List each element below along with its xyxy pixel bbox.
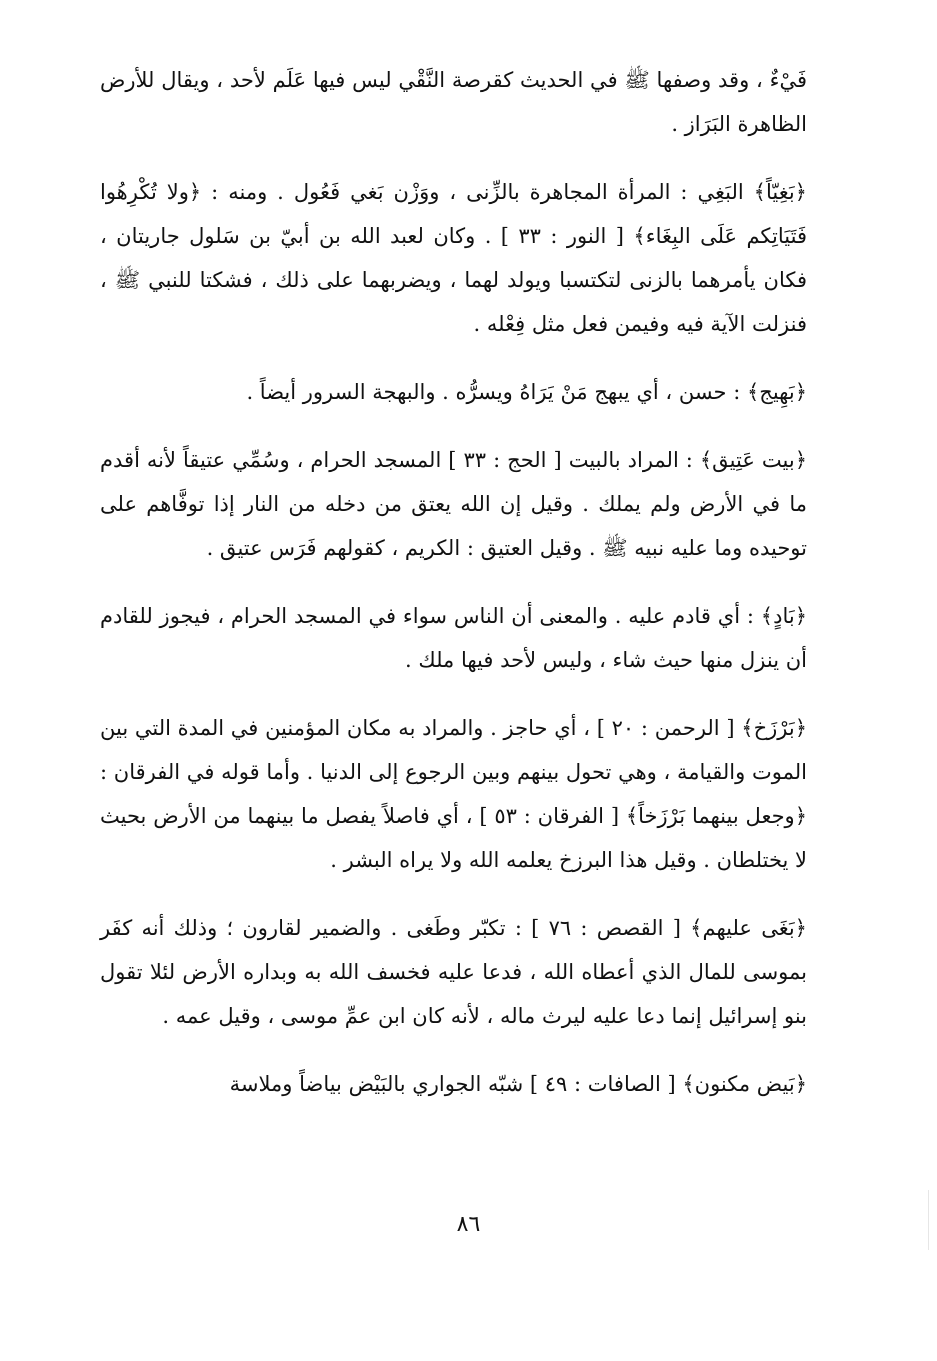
paragraph-text: ﴿بَادٍ﴾ : أي قادم عليه . والمعنى أن الناس سواء في المسجد الحرام ، فيجوز للقادم أن ينزل منها حيث شاء ، وليس لأحد فيها ملك . bbox=[100, 604, 807, 672]
paragraph-text: ﴿بَرْزَخ﴾ [ الرحمن : ٢٠ ] ، أي حاجز . والمراد به مكان المؤمنين في المدة التي بين الموت والقيامة ، وهي تحول بينهم وبين الرجوع إلى الدنيا . وأما قوله في الفرقان : ﴿وجعل بينهما بَرْزَخاً﴾ [ الفرقان : ٥٣ ] ، أي فاصلاً يفصل ما بينهما من الأرض بحيث لا يختلطان . وقيل هذا البرزخ يعلمه الله ولا يراه البشر . bbox=[100, 716, 808, 872]
paragraph-bad bbox=[100, 594, 807, 682]
paragraph-bayt-atiq bbox=[100, 438, 807, 570]
page-number: ٨٦ bbox=[456, 1212, 481, 1237]
paragraph-bagha-alayhim bbox=[100, 906, 807, 1038]
paragraph-text: ﴿بَهِيج﴾ : حسن ، أي يبهج مَنْ يَرَاهُ ويسرُّه . والبهجة السرور أيضاً . bbox=[246, 380, 807, 404]
scan-edge-line bbox=[928, 1190, 929, 1250]
paragraph-text: فَيْءٌ ، وقد وصفها ﷺ في الحديث كقرصة النَّقْي ليس فيها عَلَم لأحد ، ويقال للأرض الظاهرة البَرَاز . bbox=[100, 68, 807, 136]
paragraph-baghiyya bbox=[100, 170, 807, 346]
paragraph-text: ﴿بَغِيّاً﴾ البَغِي : المرأة المجاهرة بالزِّنى ، ووَزْن بَغي فَعُول . ومنه : ﴿ولا تُكْرِهُوا فَتَيَاتِكم عَلَى البِغَاء﴾ [ النور : ٣٣ ] . وكان لعبد الله بن أبيّ بن سَلول جاريتان ، فكان يأمرهما بالزنى لتكتسبا ويولد لهما ، ويضربهما على ذلك ، فشكتا للنبي ﷺ ، فنزلت الآية فيه وفيمن فعل مثل فِعْله . bbox=[100, 180, 807, 336]
paragraph-text: ﴿بيت عَتِيق﴾ : المراد بالبيت [ الحج : ٣٣ ] المسجد الحرام ، وسُمِّي عتيقاً لأنه أقدم ما في الأرض ولم يملك . وقيل إن الله يعتق من دخله من النار إذا توفَّاهم على توحيده وما عليه نبيه ﷺ . وقيل العتيق : الكريم ، كقولهم فَرَس عتيق . bbox=[100, 448, 807, 560]
paragraph-bahij bbox=[100, 370, 807, 414]
paragraph-fay bbox=[100, 58, 807, 146]
paragraph-text: ﴿بَيض مكنون﴾ [ الصافات : ٤٩ ] شبّه الجواري بالبَيْض بياضاً وملاسة bbox=[229, 1072, 807, 1096]
page-body-text bbox=[100, 58, 807, 1130]
paragraph-text: ﴿بَغَى عليهم﴾ [ القصص : ٧٦ ] : تكبّر وطَغى . والضمير لقارون ؛ وذلك أنه كفَر بموسى للمال الذي أعطاه الله ، فدعا عليه فخسف الله به وبداره الأرض لئلا تقول بنو إسرائيل إنما دعا عليه ليرث ماله ، لأنه كان ابن عمِّ موسى ، وقيل عمه . bbox=[100, 916, 807, 1028]
paragraph-bayd-maknun bbox=[100, 1062, 807, 1106]
paragraph-barzakh bbox=[100, 706, 807, 882]
